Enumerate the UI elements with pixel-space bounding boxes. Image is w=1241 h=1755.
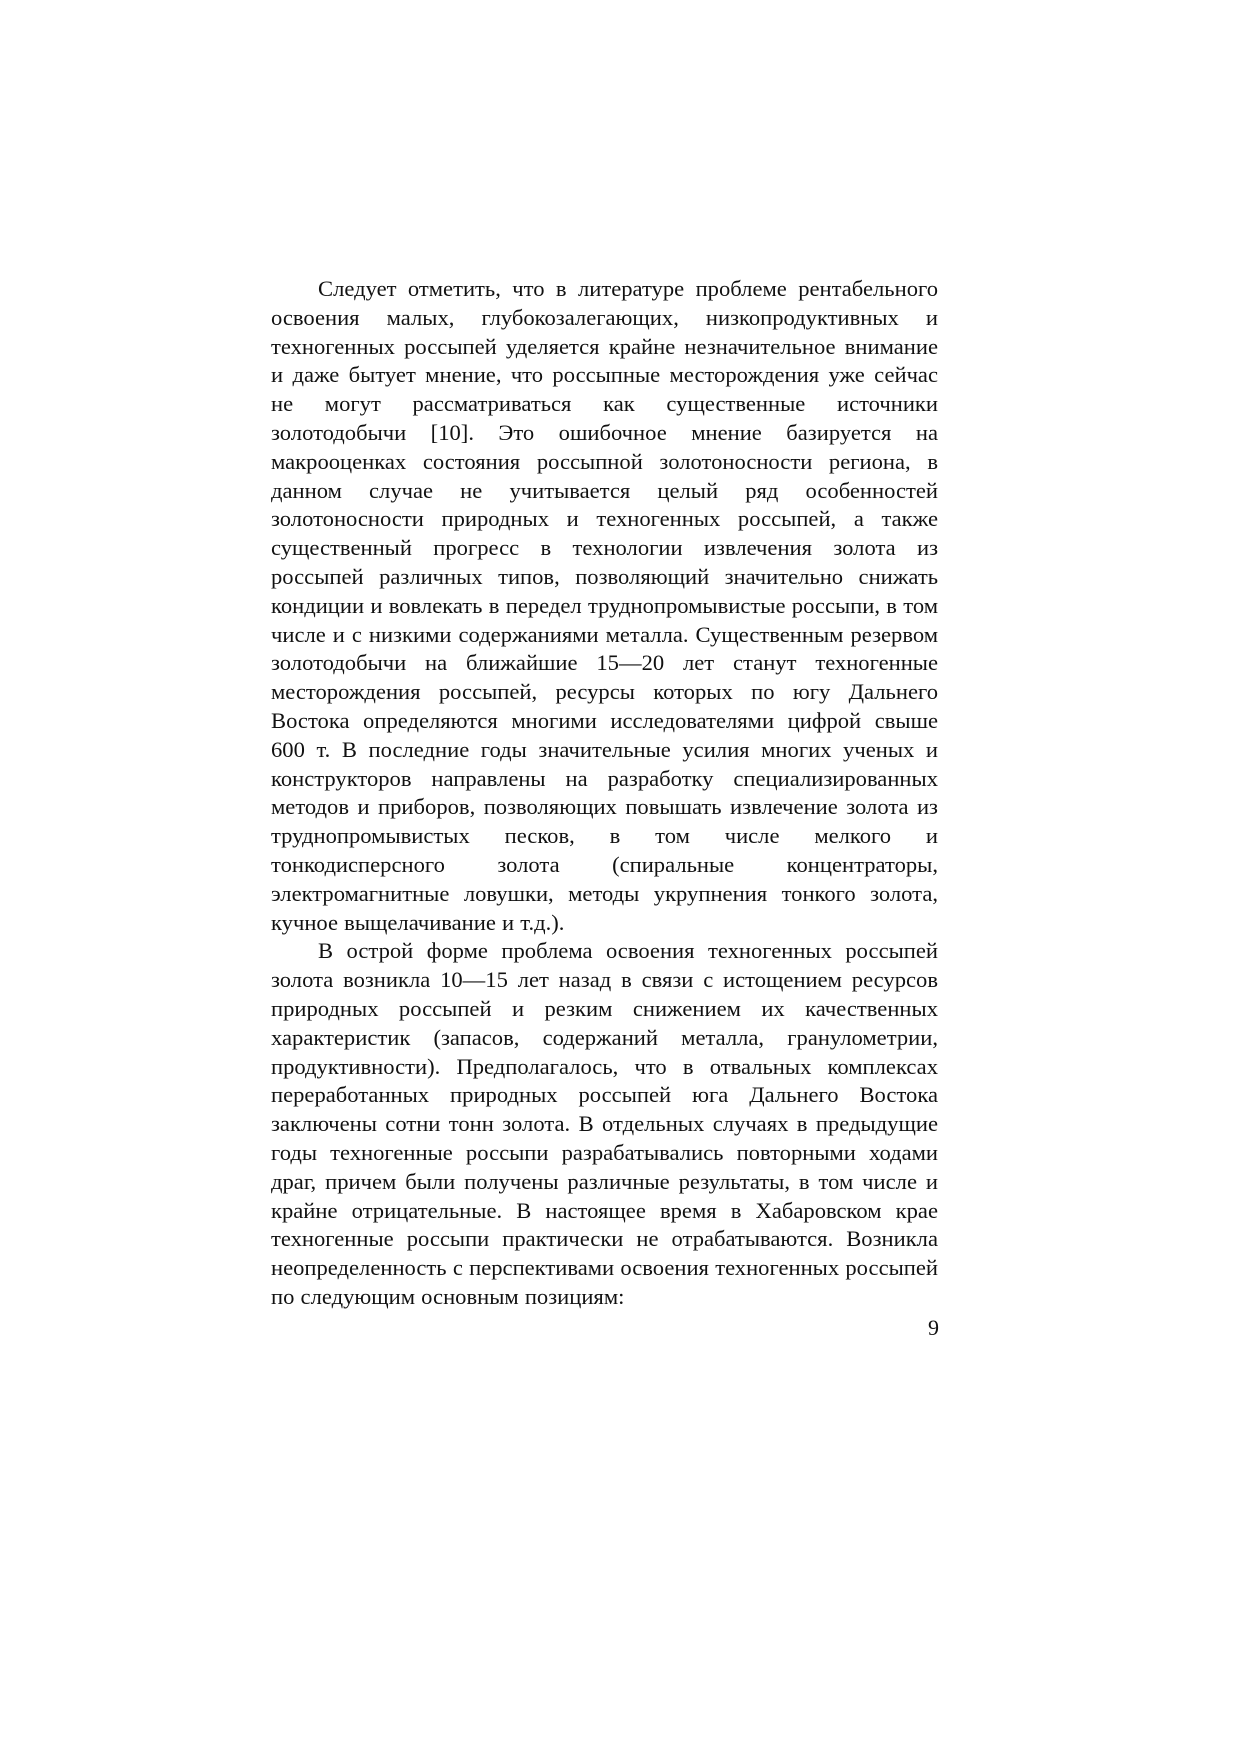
- paragraph-2: В острой форме проблема освоения техногенных россыпей золота возникла 10—15 лет назад в связи с истощением ресурсов природных россыпей и резким снижением их качественных характеристик (запасов, содержаний металла, гранулометрии, продуктивности). Предполагалось, что в отвальных комплексах переработанных природных россыпей юга Дальнего Востока заключены сотни тонн золота. В отдельных случаях в предыдущие годы техногенные россыпи разрабатывались повторными ходами драг, причем были получены различные результаты, в том числе и крайне отрицательные. В настоящее время в Хабаровском крае техногенные россыпи практически не отрабатываются. Возникла неопределенность с перспективами освоения техногенных россыпей по следующим основным позициям:: [271, 938, 938, 1309]
- page-number: 9: [928, 1315, 939, 1340]
- main-text: [271, 275, 938, 1312]
- paragraph-1: Следует отметить, что в литературе проблеме рентабельного освоения малых, глубокозалегающих, низкопродуктивных и техногенных россыпей уделяется крайне незначительное внимание и даже бытует мнение, что россыпные месторождения уже сейчас не могут рассматриваться как существенные источники золотодобычи [10]. Это ошибочное мнение базируется на макрооценках состояния россыпной золотоносности региона, в данном случае не учитывается целый ряд особенностей золотоносности природных и техногенных россыпей, а также существенный прогресс в технологии извлечения золота из россыпей различных типов, позволяющий значительно снижать кондиции и вовлекать в передел труднопромывистые россыпи, в том числе и с низкими содержаниями металла. Существенным резервом золотодобычи на ближайшие 15—20 лет станут техногенные месторождения россыпей, ресурсы которых по югу Дальнего Востока определяются многими исследователями цифрой свыше 600 т. В последние годы значительные усилия многих ученых и конструкторов направлены на разработку специализированных методов и приборов, позволяющих повышать извлечение золота из труднопромывистых песков, в том числе мелкого и тонкодисперсного золота (спиральные концентраторы, электромагнитные ловушки, методы укрупнения тонкого золота, кучное выщелачивание и т.д.).: [271, 276, 938, 935]
